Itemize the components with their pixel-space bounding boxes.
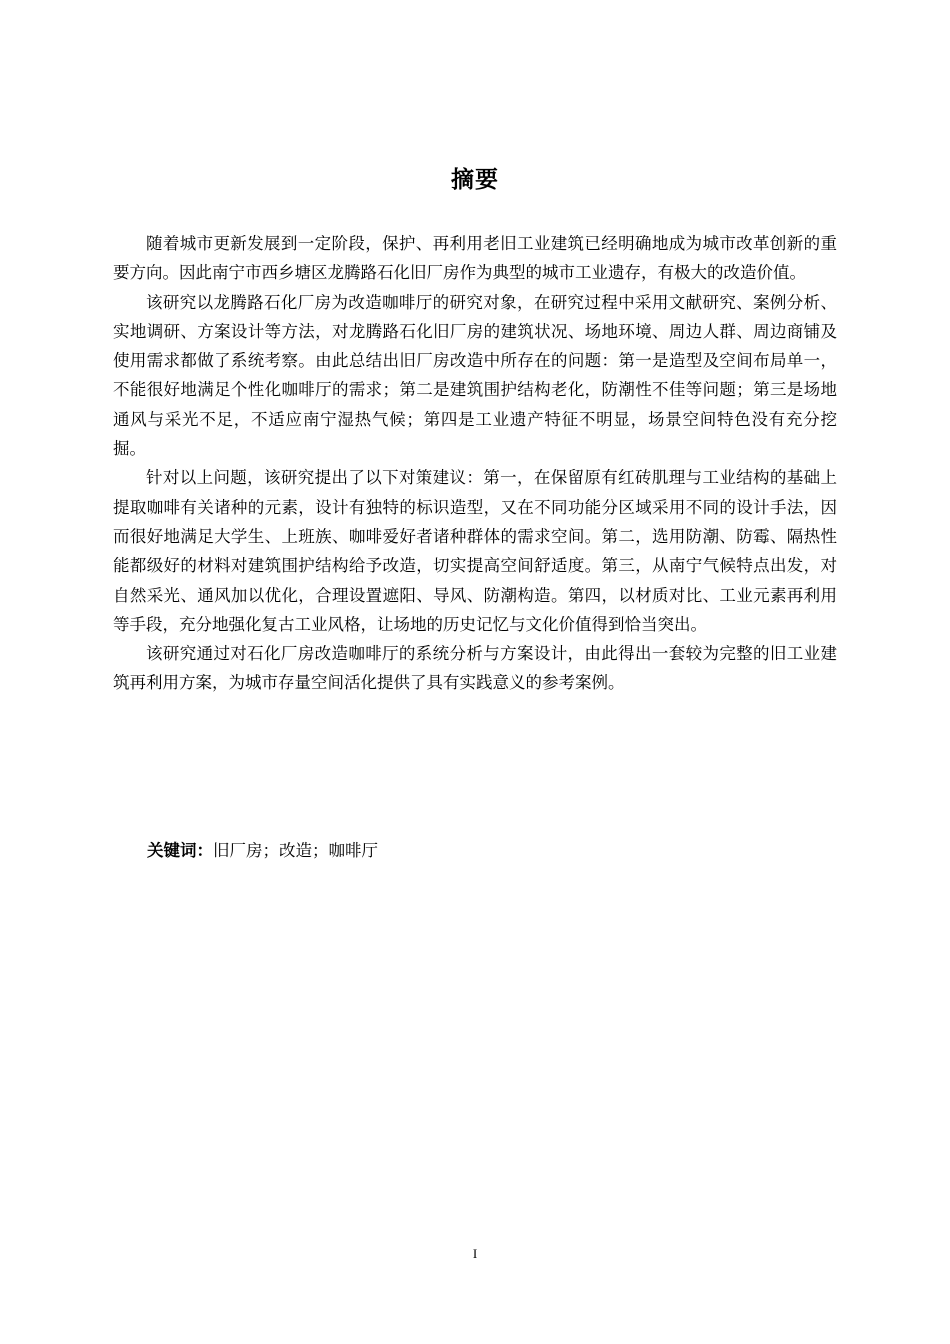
abstract-paragraph-3: 针对以上问题，该研究提出了以下对策建议：第一，在保留原有红砖肌理与工业结构的基础上提取咖啡有关诸种的元素，设计有独特的标识造型，又在不同功能分区域采用不同的设计手法，因而很好地满足大学生、上班族、咖啡爱好者诸种群体的需求空间。第二，选用防潮、防霉、隔热性能都级好的材料对建筑围护结构给予改造，切实提高空间舒适度。第三，从南宁气候特点出发，对自然采光、通风加以优化，合理设置遮阳、导风、防潮构造。第四，以材质对比、工业元素再利用等手段，充分地强化复古工业风格，让场地的历史记忆与文化价值得到恰当突出。 xyxy=(113,468,837,634)
abstract-title: 摘要 xyxy=(451,167,499,193)
abstract-paragraph-1: 随着城市更新发展到一定阶段，保护、再利用老旧工业建筑已经明确地成为城市改革创新的重要方向。因此南宁市西乡塘区龙腾路石化旧厂房作为典型的城市工业遗存，有极大的改造价值。 xyxy=(113,234,837,283)
abstract-paragraph-4: 该研究通过对石化厂房改造咖啡厅的系统分析与方案设计，由此得出一套较为完整的旧工业建筑再利用方案，为城市存量空间活化提供了具有实践意义的参考案例。 xyxy=(113,644,837,693)
page-number: I xyxy=(472,1246,478,1261)
abstract-paragraph-2: 该研究以龙腾路石化厂房为改造咖啡厅的研究对象，在研究过程中采用文献研究、案例分析、实地调研、方案设计等方法，对龙腾路石化旧厂房的建筑状况、场地环境、周边人群、周边商铺及使用需求都做了系统考察。由此总结出旧厂房改造中所存在的问题：第一是造型及空间布局单一，不能很好地满足个性化咖啡厅的需求；第二是建筑围护结构老化，防潮性不佳等问题；第三是场地通风与采光不足，不适应南宁湿热气候；第四是工业遗产特征不明显，场景空间特色没有充分挖掘。 xyxy=(113,292,837,459)
abstract-body xyxy=(113,229,837,698)
keywords-line xyxy=(147,836,378,866)
keywords-value: 旧厂房；改造；咖啡厅 xyxy=(213,841,378,860)
keywords-label: 关键词： xyxy=(147,841,213,860)
